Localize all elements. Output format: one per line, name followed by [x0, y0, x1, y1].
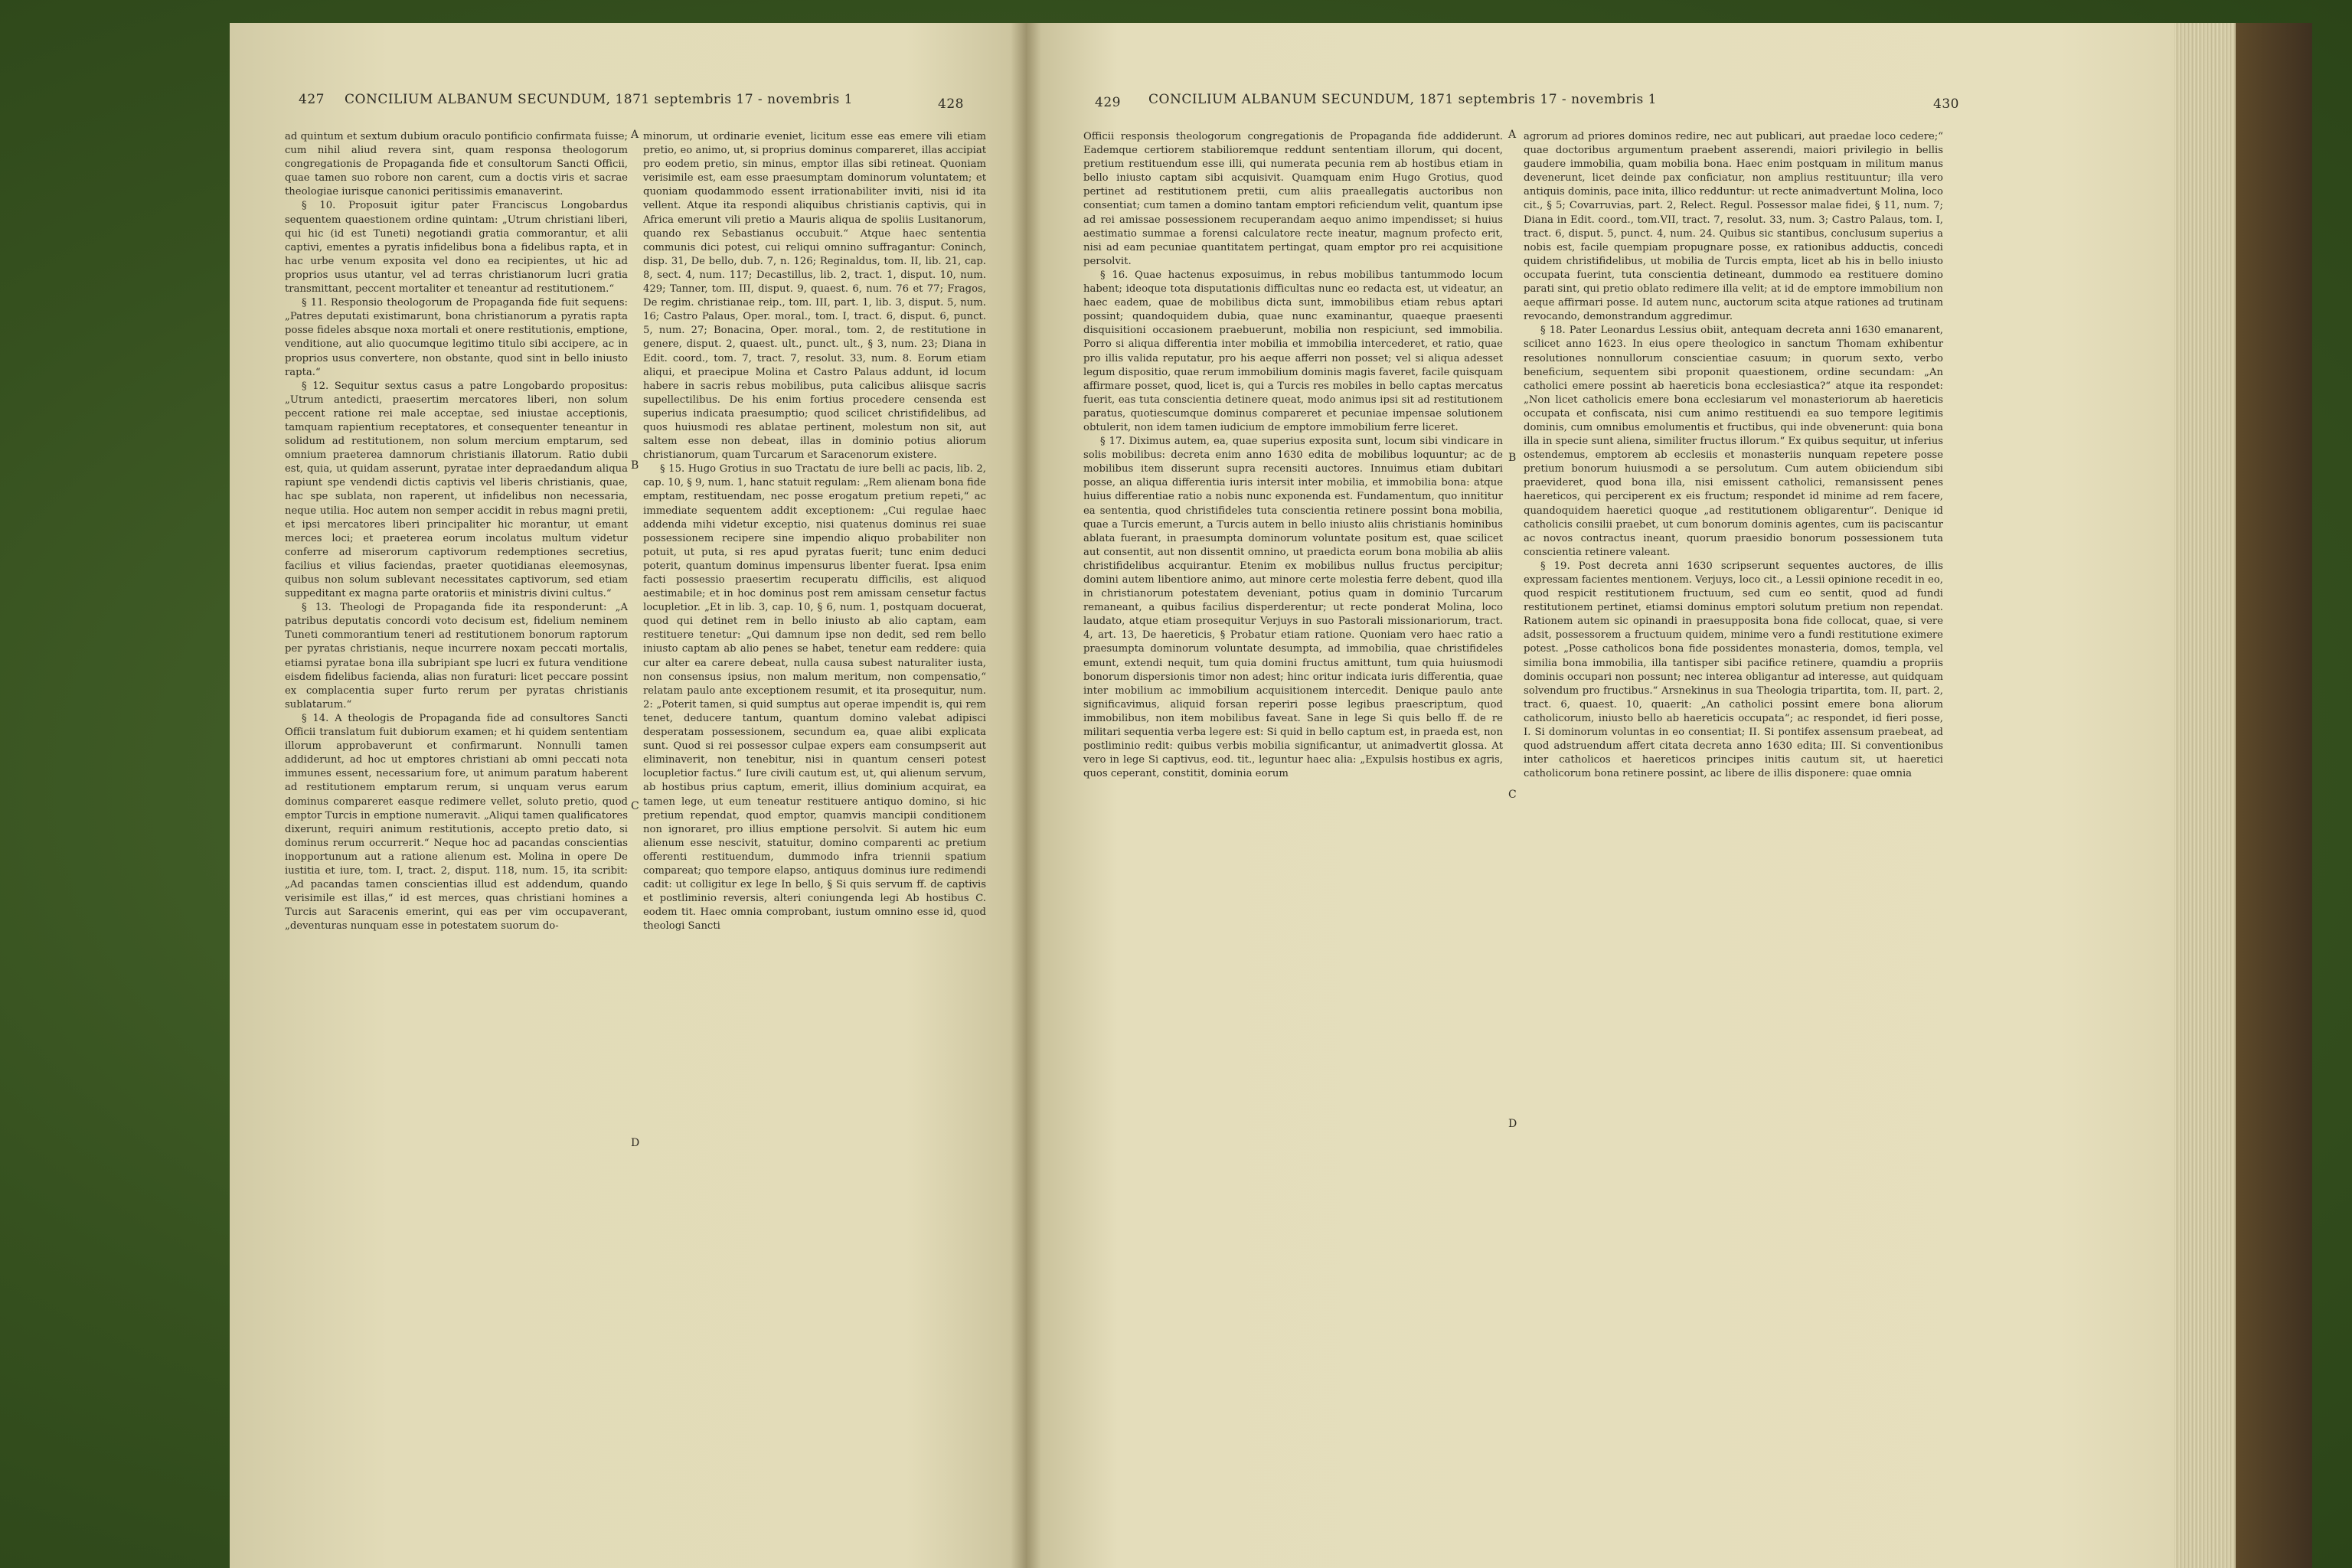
page-number: 430 — [1933, 96, 1959, 112]
paragraph: § 12. Sequitur sextus casus a patre Longobardo propositus: „Utrum antedicti, praesertim mercatores liberi, non solum peccent ratione rei male acceptae, sed iniustae acceptionis, tamquam rapientium receptatores, et consequenter teneantur in solidum ad restitutionem, non solum mercium emptarum, sed omnium praeterea damnorum christianis illatorum. Ratio dubii est, quia, ut quidam asserunt, pyratae inter depraedandum aliqua rapiunt spe vendendi dictis captivis vel liberis christianis, quae, hac spe sublata, non raperent, ut infidelibus non necessaria, neque utilia. Hoc autem non semper accidit in rebus magni pretii, et ipsi mercatores liberi principaliter hic morantur, ut emant merces loci; et praeterea eorum incolatus multum videtur conferre ad miserorum captivorum redemptiones secretius, facilius et vilius faciendas, praeter quotidianas eleemosynas, quibus non solum sublevant necessitates captivorum, sed etiam suppeditant ex magna parte oratoriis et ministris divini cultus.“ — [285, 380, 628, 600]
paragraph: § 15. Hugo Grotius in suo Tractatu de iure belli ac pacis, lib. 2, cap. 10, § 9, num. 1, hanc statuit regulam: „Rem alienam bona fide emptam, restituendam, nec posse erogatum pretium repeti,“ ac immediate sequentem addit exceptionem: „Cui regulae haec addenda mihi videtur exceptio, nisi quatenus dominus rei suae possessionem recipere sine impendio aliquo probabiliter non potuit, ut puta, si res apud pyratas fuerit; tunc enim deduci poterit, quantum dominus impensurus libenter fuerat. Ipsa enim facti possessio praesertim recuperatu difficilis, est aliquod aestimabile; et in hoc dominus post rem amissam censetur factus locupletior. „Et in lib. 3, cap. 10, § 6, num. 1, postquam docuerat, quod qui detinet rem in bello iniusto ab alio captam, eam restituere tenetur: „Qui damnum ipse non dedit, sed rem bello iniusto captam ab alio penes se habet, tenetur eam reddere: quia cur alter ea carere debeat, nulla causa subest naturaliter iusta, non consensus ipsius, non malum meritum, non compensatio,“ relatam paulo ante exceptionem resumit, et ita prosequitur, num. 2: „Poterit tamen, si quid sumptus aut operae impendit is, qui rem tenet, deducere tantum, quantum domino valebat adipisci desperatam possessionem, secundum ea, quae alibi explicata sunt. Quod si rei possessor culpae expers eam consumpserit aut eliminaverit, non tenebitur, nisi in quantum censeri potest locupletior factus.“ Iure civili cautum est, ut, qui alienum servum, ab hostibus prius captum, emerit, illius dominium acquirat, ea tamen lege, ut eum teneatur restituere antiquo domino, si hic pretium rependat, quod emptor, quamvis mancipii conditionem non ignoraret, pro illius emptione persolvit. Si autem hic eum alienum esse nescivit, statuitur, domino comparenti ac pretium offerenti restituendum, dummodo infra triennii spatium compareat; quo tempore elapso, antiquus dominus iure redimendi cadit: ut colligitur ex lege In bello, § Si quis servum ff. de captivis et postliminio reversis, alteri coniungenda legi Ab hostibus C. eodem tit. Haec omnia comprobant, iustum omnino esse id, quod theologi Sancti — [643, 463, 986, 933]
margin-letter: B — [631, 459, 639, 472]
running-title: CONCILIUM ALBANUM SECUNDUM, 1871 septembris 17 - novembris 1 — [345, 92, 853, 107]
book-cover-edge — [2236, 23, 2312, 1568]
paragraph: § 19. Post decreta anni 1630 scripserunt sequentes auctores, de illis expressam facientes mentionem. Verjuys, loco cit., a Lessii opinione recedit in eo, quod respicit restitutionem fructuum, sed cum eo sentit, quod ad fundi restitutionem pertinet, etiamsi dominus emptori solutum pretium non rependat. Rationem autem sic opinandi in praesupposita bona fide collocat, quae, si vere adsit, possessorem a fructuum quidem, minime vero a fundi restitutione eximere potest. „Posse catholicos bona fide possidentes monasteria, domos, templa, vel similia bona immobilia, illa tantisper sibi pacifice retinere, quamdiu a propriis dominis occupari non possunt; nec interea obligantur ad interesse, aut quidquam solvendum pro fructibus.“ Arsnekinus in sua Theologia tripartita, tom. II, part. 2, tract. 6, quaest. 10, quaerit: „An catholici possint emere bona aliorum catholicorum, iniusto bello ab haereticis occupata“; ac respondet, id fieri posse, I. Si dominorum voluntas in eo consentiat; II. Si pontifex assensum praebeat, ad quod adstruendum affert citata decreta anno 1630 edita; III. Si conventionibus inter catholicos et haereticos principes initis cautum sit, ut haeretici catholicorum bona retinere possint, ac libere de illis disponere: quae omnia — [1524, 560, 1943, 780]
left-page — [230, 23, 1026, 1568]
margin-letter: A — [1508, 129, 1517, 141]
margin-letter: C — [1508, 789, 1517, 801]
paragraph: § 18. Pater Leonardus Lessius obiit, antequam decreta anni 1630 emanarent, scilicet anno 1623. In eius opere theologico in sanctum Thomam exhibentur resolutiones nonnullorum conscientiae casuum; in quorum sexto, verbo beneficium, sequentem sibi proponit quaestionem, ordine secundam: „An catholici emere possint ab haereticis bona ecclesiastica?“ atque ita respondet: „Non licet catholicis emere bona ecclesiarum vel monasteriorum ab haereticis occupata et confiscata, nisi cum animo restituendi ea suo tempore legitimis dominis, cum omnibus emolumentis et fructibus, qui inde obvenerunt: quia bona illa in specie sunt aliena, similiter fructus illorum.“ Ex quibus sequitur, ut inferius ostendemus, emptorem ab ecclesiis et monasteriis nunquam repetere posse pretium bonorum huiusmodi a se persolutum. Cum autem obiiciendum sibi praevideret, quod bona illa, nisi emissent catholici, remansissent penes haereticos, qui perciperent ex eis fructum; respondet id minime ad rem facere, quandoquidem haeretici quoque „ad restitutionem obligarentur“. Denique id catholicis consilii praebet, ut cum bonorum dominis agentes, cum iis paciscantur ac novos contractus ineant, quorum praesidio bonorum possessionem tuta conscientia retinere valeant. — [1524, 325, 1943, 558]
margin-letter: C — [631, 800, 639, 812]
page-number: 427 — [299, 92, 325, 107]
margin-letter: B — [1508, 452, 1517, 464]
paragraph: § 14. A theologis de Propaganda fide ad consultores Sancti Officii translatum fuit dubiorum examen; et hi quidem sententiam illorum approbaverunt et confirmarunt. Nonnulli tamen addiderunt, ad hoc ut emptores christiani ab omni peccati nota immunes essent, necessarium fore, ut animum paratum haberent ad restitutionem emptarum rerum, si unquam verus earum dominus compareret easque redimere vellet, soluto pretio, quod emptor Turcis in emptione numeravit. „Aliqui tamen qualificatores dixerunt, requiri animum restitutionis, accepto pretio dato, si dominus rerum occurrerit.“ Neque hoc ad pacandas conscientias inopportunum aut a ratione alienum est. Molina in opere De iustitia et iure, tom. I, tract. 2, disput. 118, num. 15, ita scribit: „Ad pacandas tamen conscientias illud est addendum, quando verisimile est illas,“ id est merces, quas christiani homines a Turcis aut Saracenis emerint, qui eas per vim occupaverant, „deventuras nunquam esse in potestatem suorum do- — [285, 712, 628, 933]
text-column — [285, 130, 628, 933]
right-page — [1026, 23, 2174, 1568]
text-column — [1524, 130, 1943, 781]
margin-letter: D — [1508, 1118, 1517, 1130]
open-book — [230, 23, 2297, 1568]
page-number: 429 — [1095, 95, 1121, 110]
paragraph: § 17. Diximus autem, ea, quae superius exposita sunt, locum sibi vindicare in solis mobilibus: decreta enim anno 1630 edita de mobilibus loquuntur; ac de mobilibus item disserunt supra recensiti auctores. Innuimus etiam dubitari posse, an aliqua differentia iuris intersit inter mobilia, et immobilia bona: atque huius differentiae ratio a nobis nunc exponenda est. Fundamentum, quo innititur ea sententia, quod christifideles tuta conscientia retinere possint bona mobilia, quae a Turcis emerunt, a Turcis autem in bello iniusto aliis christianis hominibus ablata fuerant, in praesumpta dominorum voluntate positum est, quae scilicet aut consentit, aut non dissentit omnino, ut praedicta eorum bona mobilia ab aliis christifidelibus acquirantur. Etenim ex mobilibus nullus fructus percipitur; domini autem libentiore animo, aut minore certe molestia ferre debent, quod illa in christianorum potestatem deveniant, potius quam in dominio Turcarum remaneant, a quibus facilius disperderentur; ut recte ponderat Molina, loco laudato, atque etiam prosequitur Verjuys in suo Pastorali missionariorum, tract. 4, art. 13, De haereticis, § Probatur etiam ratione. Quoniam vero haec ratio a praesumpta dominorum voluntate desumpta, ad immobilia, quae christifideles emunt, extendi nequit, tum quia domini fructus amittunt, tum quia huiusmodi bonorum dispersionis timor non adest; hinc oritur indicata iuris differentia, quae inter mobilium ac immobilium acquisitionem intercedit. Denique paulo ante significavimus, aliquid forsan reperiri posse legibus praescriptum, quod immobilibus, non item mobilibus faveat. Sane in lege Si quis bello ff. de re militari sequentia verba legere est: Si quid in bello captum est, in praeda est, non postliminio redit: quibus verbis mobilia significantur, ut animadvertit glossa. At vero in lege Si captivus, eod. tit., leguntur haec alia: „Expulsis hostibus ex agris, quos ceperant, constitit, dominia eorum — [1083, 436, 1503, 780]
paragraph: ad quintum et sextum dubium oraculo pontificio confirmata fuisse; cum nihil aliud revera sint, quam responsa theologorum congregationis de Propaganda fide et consultorum Sancti Officii, quae tamen suo robore non carent, cum a doctis viris et sacrae theologiae iurisque canonici peritissimis emanaverint. — [285, 131, 628, 198]
paragraph: § 10. Proposuit igitur pater Franciscus Longobardus sequentem quaestionem ordine quintam: „Utrum christiani liberi, qui hic (id est Tuneti) negotiandi gratia commorantur, et alii captivi, ementes a pyratis infidelibus bona a fidelibus rapta, et in hac urbe venum exposita vel dono ea recipientes, ut hic ad proprios usus utantur, vel ad terras christianorum lucri gratia transmittant, peccent mortaliter et teneantur ad restitutionem.“ — [285, 200, 628, 296]
text-column — [643, 130, 986, 933]
text-column — [1083, 130, 1503, 781]
paragraph: § 13. Theologi de Propaganda fide ita responderunt: „A patribus deputatis concordi voto decisum est, fidelium neminem Tuneti commorantium teneri ad restitutionem bonorum raptorum per pyratas christianis, neque incurrere noxam peccati mortalis, etiamsi pyratae bona illa subripiant spe lucri ex futura venditione eisdem fidelibus facienda, alias non furaturi: licet peccare possint ex complacentia super furto rerum per pyratas christianis sublatarum.“ — [285, 602, 628, 710]
margin-letter: D — [631, 1137, 640, 1149]
running-title: CONCILIUM ALBANUM SECUNDUM, 1871 septembris 17 - novembris 1 — [1148, 92, 1657, 107]
paragraph: § 16. Quae hactenus exposuimus, in rebus mobilibus tantummodo locum habent; ideoque tota disputationis difficultas nunc eo redacta est, ut videatur, an haec eadem, quae de mobilibus dicta sunt, immobilibus etiam rebus aptari possint; quandoquidem dubia, quae nunc examinantur, quaeque praesenti disquisitioni occasionem praebuerunt, mobilia non respiciunt, sed immobilia. Porro si aliqua differentia inter mobilia et immobilia intercederet, et ratio, quae pro illis valida reputatur, pro his aeque afferri non posset; vel si aliqua adesset legum dispositio, quae rerum immobilium dominis magis faveret, facile quisquam affirmare posset, quod, licet is, qui a Turcis res mobiles in bello captas mercatus fuerit, eas tuta conscientia detinere queat, modo animus ipsi sit ad restitutionem paratus, quotiescumque dominus compareret et pecuniae impensae solutionem obtulerit, non idem tamen iudicium de emptore immobilium ferre liceret. — [1083, 269, 1503, 433]
paragraph: minorum, ut ordinarie eveniet, licitum esse eas emere vili etiam pretio, eo animo, ut, si proprius dominus compareret, illas accipiat pro eodem pretio, sin minus, emptor illas sibi retineat. Quoniam verisimile est, eam esse praesumptam dominorum voluntatem; et quoniam quodammodo essent irrationabiliter inviti, nisi id ita vellent. Atque ita respondi aliquibus christianis captivis, qui in Africa emerunt vili pretio a Mauris aliqua de spoliis Lusitanorum, quando rex Sebastianus occubuit.“ Atque haec sententia communis dici potest, cui reliqui omnino suffragantur: Coninch, disp. 31, De bello, dub. 7, n. 126; Reginaldus, tom. II, lib. 21, cap. 8, sect. 4, num. 117; Decastillus, lib. 2, tract. 1, disput. 10, num. 429; Tanner, tom. III, disput. 9, quaest. 6, num. 76 et 77; Fragos, De regim. christianae reip., tom. III, part. 1, lib. 3, disput. 5, num. 16; Castro Palaus, Oper. moral., tom. I, tract. 6, disput. 6, punct. 5, num. 27; Bonacina, Oper. moral., tom. 2, de restitutione in genere, disput. 2, quaest. ult., punct. ult., § 3, num. 23; Diana in Edit. coord., tom. 7, tract. 7, resolut. 33, num. 8. Eorum etiam aliqui, et praecipue Molina et Castro Palaus addunt, id locum habere in sacris rebus mobilibus, puta calicibus aliisque sacris supellectilibus. De his enim fortius procedere censenda est superius indicata praesumptio; quod scilicet christifidelibus, ad quos huiusmodi res ablatae pertinent, molestum non sit, aut saltem esse non debeat, illas in dominio potius aliorum christianorum, quam Turcarum et Saracenorum existere. — [643, 131, 986, 462]
page-edges — [2174, 23, 2236, 1568]
paragraph: § 11. Responsio theologorum de Propaganda fide fuit sequens: „Patres deputati existimarunt, bona christianorum a pyratis rapta posse fideles absque noxa mortali et onere restitutionis, emptione, venditione, aut alio quocumque legitimo titulo sibi accipere, ac in proprios usus convertere, non obstante, quod sint in bello iniusto rapta.“ — [285, 297, 628, 378]
page-number: 428 — [938, 96, 964, 112]
margin-letter: A — [631, 129, 639, 141]
paragraph: Officii responsis theologorum congregationis de Propaganda fide addiderunt. Eademque certiorem stabilioremque reddunt sententiam illorum, qui docent, pretium restituendum esse illi, qui numerata pecunia rem ab hostibus etiam in bello iniusto captam sibi acquisivit. Quamquam enim Hugo Grotius, quod pertinet ad restitutionem pretii, cum aliis praeallegatis auctoribus non consentiat; cum tamen a domino tantam emptori reficiendum velit, quantum ipse ad rei amissae possessionem recuperandam aequo animo impendisset; si huius aestimatio summae a forensi calculatore recte ineatur, magnum profecto erit, nisi ad eam pecuniae quantitatem pertingat, quam emptor pro rei acquisitione persolvit. — [1083, 131, 1503, 267]
book-spine-shadow — [1011, 23, 1041, 1568]
paragraph: agrorum ad priores dominos redire, nec aut publicari, aut praedae loco cedere;“ quae doctoribus argumentum praebent asserendi, maiori privilegio in bellis gaudere immobilia, quam mobilia bona. Haec enim postquam in militum manus devenerunt, licet deinde pax conficiatur, non amplius restituuntur; illa vero antiquis dominis, pace inita, illico redduntur: ut recte animadvertunt Molina, loco cit., § 5; Covarruvias, part. 2, Relect. Regul. Possessor malae fidei, § 11, num. 7; Diana in Edit. coord., tom.VII, tract. 7, resolut. 33, num. 3; Castro Palaus, tom. I, tract. 6, disput. 5, punct. 4, num. 24. Quibus sic stantibus, conclusum superius a nobis est, facile quempiam propugnare posse, ex rationibus adductis, concedi quidem christifidelibus, ut mobilia de Turcis empta, licet ab his in bello iniusto occupata fuerint, tuta conscientia detineant, dummodo ea restituere domino parati sint, qui pretio oblato redimere illa velit; at id de emptore immobilium non aeque affirmari posse. Id autem nunc, auctorum scita atque rationes ad trutinam revocando, demonstrandum aggredimur. — [1524, 131, 1943, 323]
